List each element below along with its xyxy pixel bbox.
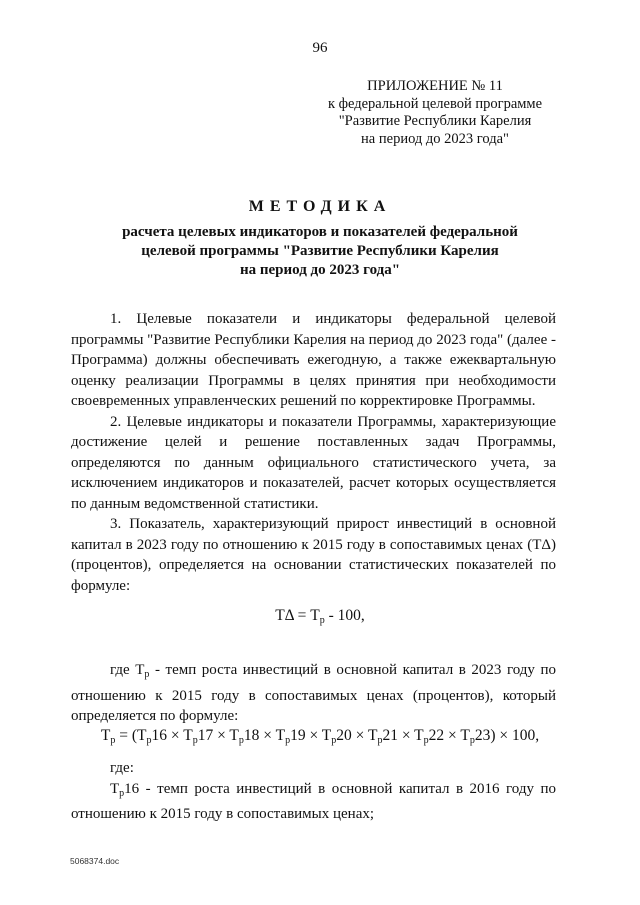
f2-sub: p: [146, 735, 152, 746]
f2-term-21: 21 × T: [382, 727, 424, 744]
where-label: где:: [110, 760, 134, 776]
formula-subscript: p: [319, 615, 325, 626]
subtitle-line-3: на период до 2023 года": [239, 262, 401, 278]
formula-lhs: TΔ = T: [275, 607, 320, 624]
document-subtitle: [70, 223, 570, 280]
f2-term-20: 20 × T: [336, 727, 378, 744]
appendix-header: [300, 78, 570, 148]
f2-sub: p: [285, 735, 291, 746]
f2-sub: p: [377, 735, 383, 746]
body-text: [71, 309, 556, 596]
f2-sub: p: [469, 735, 475, 746]
formula-rhs: - 100,: [324, 607, 365, 624]
paragraph-3: 3. Показатель, характеризующий прирост инвестиций в основной капитал в 2023 году по отношению к 2015 году в сопоставимых ценах (TΔ) (процентов), определяется на основании статистических показателей по формуле:: [71, 516, 556, 594]
f2-term-16: 16 × T: [151, 727, 193, 744]
paragraph-2: 2. Целевые индикаторы и показатели Программы, характеризующие достижение целей и решение поставленных задач Программы, определяются по данным официального статистического учета, за исключением индикаторов и показателей, расчет которых осуществляется по данным ведомственной статистики.: [71, 413, 556, 512]
formula-t-delta: [0, 607, 640, 626]
f2-term-18: 18 × T: [243, 727, 286, 744]
appendix-line-2: к федеральной целевой программе: [327, 95, 543, 112]
where-tp-block: [71, 660, 556, 727]
appendix-line-3: "Развитие Республики Карелия: [338, 113, 532, 129]
f2-term-22: 22 × T: [428, 727, 470, 744]
subtitle-line-1: расчета целевых индикаторов и показателей федеральной: [122, 224, 518, 240]
footer-filename: 5068374.doc: [70, 856, 120, 866]
definitions-block: [71, 758, 556, 825]
f2-t: T: [100, 727, 111, 744]
document-title: МЕТОДИКА: [248, 198, 392, 215]
f2-term-19: 19 × T: [290, 727, 332, 744]
def-t: T: [110, 780, 120, 797]
appendix-line-1: ПРИЛОЖЕНИЕ № 11: [367, 78, 503, 94]
where-tp-paragraph: [71, 660, 556, 727]
paragraph-1: 1. Целевые показатели и индикаторы федеральной целевой программы "Развитие Республики Карелия на период до 2023 года" (далее - Программа) должны обеспечивать ежегодную, а также ежеквартальную оценку реализации Программы в целях принятия при необходимости своевременных управленческих решений по корректировке Программы.: [71, 311, 556, 409]
f2-term-23: 23) × 100,: [474, 727, 540, 744]
where-prefix: где T: [110, 662, 145, 678]
f2-sub: p: [238, 735, 244, 746]
def-sub: p: [119, 787, 125, 799]
f2-eq: = (T: [115, 727, 147, 744]
definition-tp16: [71, 779, 556, 825]
where-text: - темп роста инвестиций в основной капитал в 2023 году по отношению к 2015 году в сопоставимых ценах (процентов), который определяется по формуле:: [71, 662, 557, 724]
f2-term-17: 17 × T: [197, 727, 239, 744]
f2-sub: p: [423, 735, 429, 746]
appendix-line-4: на период до 2023 года": [361, 130, 509, 147]
where-subscript: p: [144, 669, 150, 680]
f2-sub: p: [331, 735, 337, 746]
f2-sub: p: [192, 735, 198, 746]
def-text: 16 - темп роста инвестиций в основной капитал в 2016 году по отношению к 2015 году в сопоставимых ценах;: [71, 780, 556, 822]
page-number: 96: [312, 40, 328, 56]
formula-tp: [0, 727, 640, 746]
subtitle-line-2: целевой программы "Развитие Республики Карелия: [141, 243, 499, 259]
f2-sub: p: [110, 735, 116, 746]
